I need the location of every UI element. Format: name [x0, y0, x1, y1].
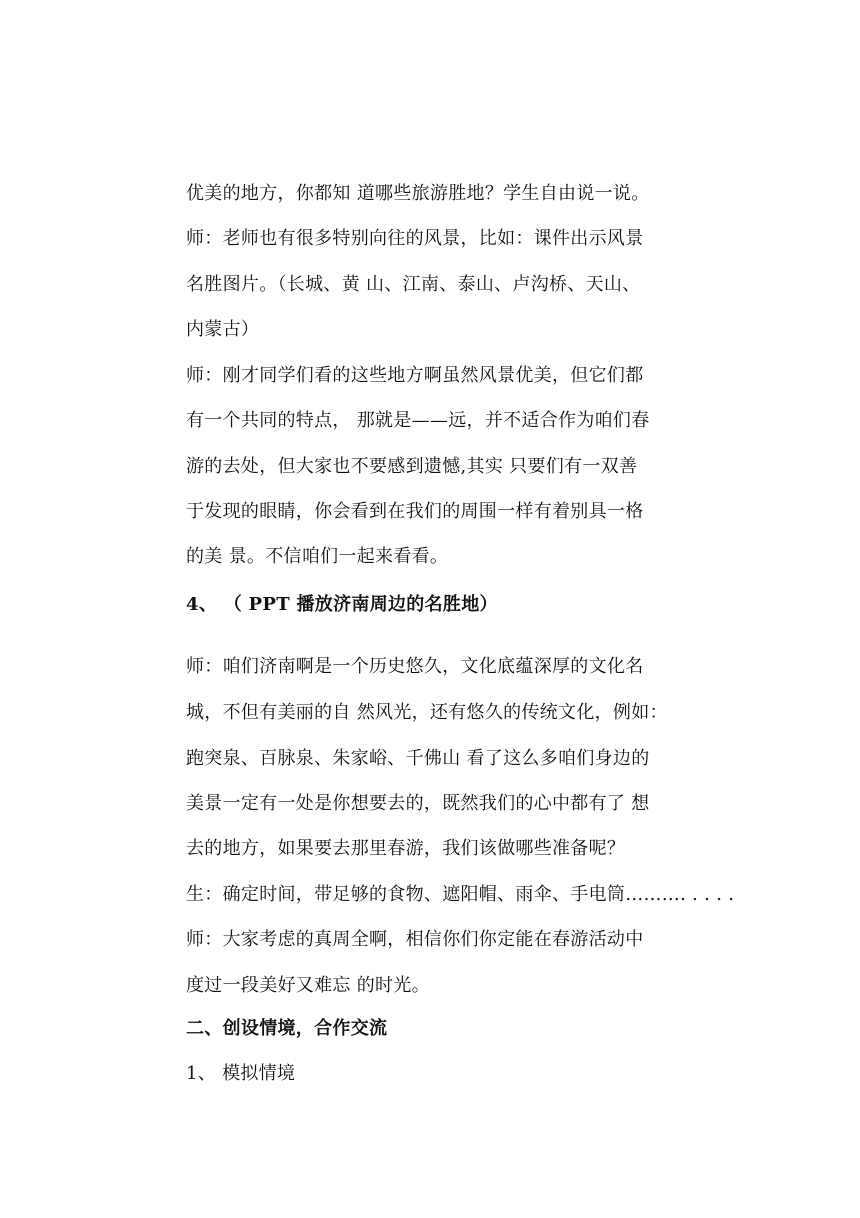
paragraph-line: 美景一定有一处是你想要去的，既然我们的心中都有了 想: [186, 793, 650, 814]
subsection-heading: 1、 模拟情境: [186, 1063, 296, 1084]
paragraph-line: 城，不但有美丽的自 然风光，还有悠久的传统文化，例如：: [186, 702, 668, 723]
paragraph-line: 去的地方，如果要去那里春游，我们该做哪些准备呢？: [186, 838, 626, 859]
paragraph-line: 名胜图片。（长城、黄 山、江南、泰山、卢沟桥、天山、: [186, 274, 641, 295]
paragraph-line: 于发现的眼睛，你会看到在我们的周围一样有着别具一格: [186, 501, 644, 522]
paragraph-line: 游的去处，但大家也不要感到遗憾,其实 只要们有一双善: [186, 456, 638, 477]
paragraph-line: 师：刚才同学们看的这些地方啊虽然风景优美，但它们都: [186, 365, 644, 386]
paragraph-line: 跑突泉、百脉泉、朱家峪、千佛山 看了这么多咱们身边的: [186, 748, 650, 769]
paragraph-line: 师：咱们济南啊是一个历史悠久，文化底蕴深厚的文化名: [186, 656, 644, 677]
paragraph-line: 度过一段美好又难忘 的时光。: [186, 975, 430, 996]
paragraph-line: 师：大家考虑的真周全啊，相信你们你定能在春游活动中: [186, 929, 644, 950]
paragraph-line: 有一个共同的特点， 那就是——远，并不适合作为咱们春: [186, 410, 650, 431]
paragraph-line: 师：老师也有很多特别向往的风景，比如：课件出示风景: [186, 228, 644, 249]
section-heading: 4、 （ PPT 播放济南周边的名胜地）: [186, 594, 498, 615]
paragraph-line: 生：确定时间，带足够的食物、遮阳帽、雨伞、手电筒………. . . . .: [186, 884, 735, 905]
paragraph-line: 内蒙古）: [186, 319, 260, 340]
paragraph-line: 优美的地方，你都知 道哪些旅游胜地？学生自由说一说。: [186, 183, 650, 204]
section-heading: 二、创设情境，合作交流: [186, 1018, 388, 1039]
paragraph-line: 的美 景。不信咱们一起来看看。: [186, 546, 449, 567]
